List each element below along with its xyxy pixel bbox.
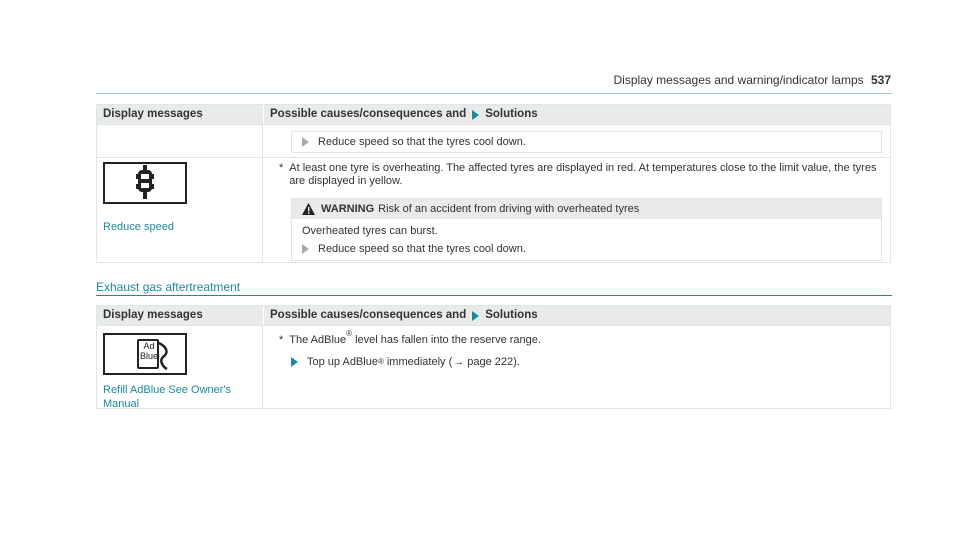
warning-body: Overheated tyres can burst. bbox=[302, 225, 438, 237]
page-number: 537 bbox=[870, 73, 891, 87]
header-title: Display messages and warning/indicator lamps bbox=[613, 73, 864, 87]
table-row bbox=[97, 326, 890, 410]
table-row bbox=[97, 158, 890, 262]
header-possible-causes: Possible causes/consequences and Solutions bbox=[263, 306, 890, 325]
page-header bbox=[614, 73, 892, 87]
header-divider bbox=[96, 93, 892, 94]
adblue-display-icon: Ad Blue bbox=[103, 333, 187, 375]
table-header bbox=[97, 306, 890, 326]
solution-step: Top up AdBlue ® immediately ( → page 222). bbox=[279, 356, 882, 368]
message-reduce-speed: Reduce speed bbox=[103, 221, 174, 233]
step-arrow-icon bbox=[302, 244, 309, 254]
warning-triangle-icon bbox=[302, 203, 315, 215]
display-messages-table-tyres bbox=[96, 104, 891, 263]
solutions-arrow-icon bbox=[472, 110, 479, 120]
solutions-arrow-icon bbox=[472, 311, 479, 321]
cause-text: * The AdBlue ® level has fallen into the reserve range. bbox=[279, 329, 541, 346]
fill-nozzle-icon bbox=[157, 341, 171, 371]
table-header bbox=[97, 105, 890, 125]
header-display-messages: Display messages bbox=[103, 309, 203, 321]
warning-header bbox=[292, 199, 881, 219]
cause-text: * At least one tyre is overheating. The affected tyres are displayed in red. At temperatures close to the limit value, the tyres are displayed in yellow. bbox=[279, 162, 877, 187]
step-arrow-icon bbox=[302, 137, 309, 147]
warning-box bbox=[291, 198, 882, 261]
car-thermometer-icon bbox=[105, 164, 185, 202]
page-reference[interactable]: page 222). bbox=[467, 356, 520, 368]
section-title: Exhaust gas aftertreatment bbox=[96, 280, 241, 294]
message-refill-adblue: Refill AdBlue See Owner's Manual bbox=[103, 384, 232, 410]
section-divider bbox=[96, 295, 892, 296]
warning-text: Risk of an accident from driving with overheated tyres bbox=[378, 203, 640, 215]
step-arrow-icon bbox=[291, 357, 298, 367]
solution-step: Reduce speed so that the tyres cool down. bbox=[292, 237, 881, 260]
display-messages-table-adblue bbox=[96, 305, 891, 409]
table-row bbox=[97, 125, 890, 158]
solution-step: Reduce speed so that the tyres cool down. bbox=[291, 131, 882, 153]
page-reference-arrow-icon: → bbox=[453, 356, 465, 368]
header-possible-causes: Possible causes/consequences and Solutions bbox=[263, 105, 890, 124]
header-display-messages: Display messages bbox=[103, 108, 203, 120]
warning-label: WARNING bbox=[321, 203, 375, 215]
tyre-overheating-display-icon bbox=[103, 162, 187, 204]
